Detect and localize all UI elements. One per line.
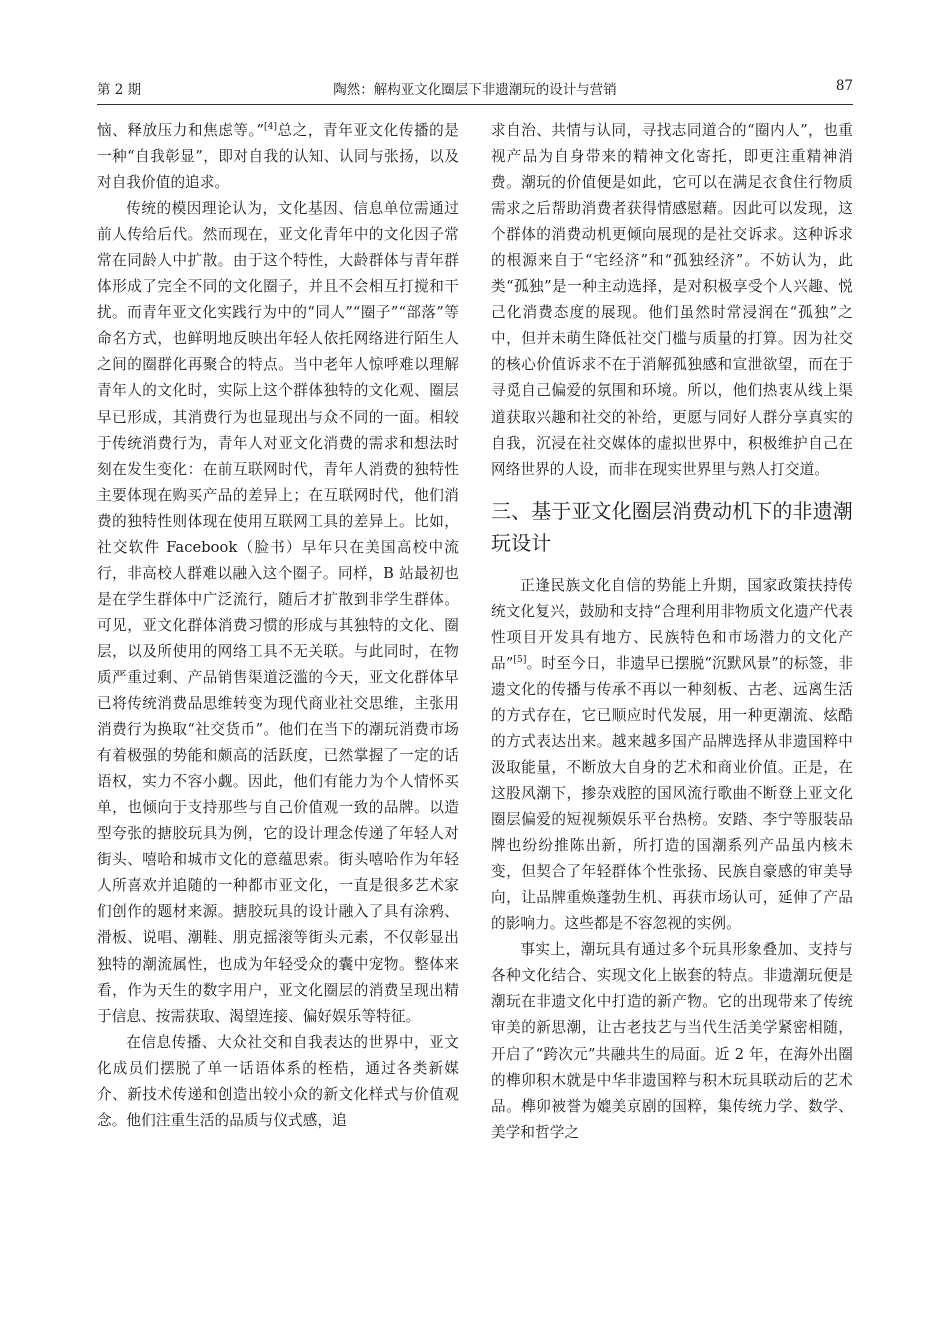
section-heading-3: 三、基于亚文化圈层消费动机下的非遗潮玩设计 [491, 498, 853, 555]
paragraph-trendy-toys: 事实上，潮玩具有通过多个玩具形象叠加、支持与各种文化结合、实现文化上嵌套的特点。非遗潮玩便是潮玩在非遗文化中打造的新产物。它的出现带来了传统审美的新思潮，让古老技艺与当代生活美学紧密相随，开启了“跨次元”共融共生的局面。近 2 年，在海外出圈的榫卯积木就是中华非遗国粹与积木玩具联动后的艺术品。榫卯被誉为媲美京剧的国粹，集传统力学、数学、美学和哲学之 [491, 941, 853, 1141]
citation-5[interactable]: [5] [513, 654, 527, 665]
paragraph-text: 恼、释放压力和焦虑等。” [97, 122, 265, 139]
paragraph-continued-right: 求自治、共情与认同，寻找志同道合的“圈内人”，也重视产品为自身带来的精神文化寄托，即更注重精神消费。潮玩的价值便是如此，它可以在满足衣食住行物质需求之后帮助消费者获得情感慰藉。因此可以发现，这个群体的消费动机更倾向展现的是社交诉求。这种诉求的根源来自于“宅经济”和“孤独经济”。不妨认为，此类“孤独”是一种主动选择，是对积极享受个人兴趣、悦己化消费态度的展现。他们虽然时常浸润在“孤独”之中，但并未萌生降低社交门槛与质量的打算。因为社交的核心价值诉求不在于消解孤独感和宣泄欲望，而在于寻觅自己偏爱的氛围和环境。所以，他们热衷从线上渠道获取兴趣和社交的补给，更愿与同好人群分享真实的自我，沉浸在社交媒体的虚拟世界中，积极维护自己在网络世界的人设，而非在现实世界里与熟人打交道。 [491, 122, 853, 478]
paragraph-meme-theory: 传统的模因理论认为，文化基因、信息单位需通过前人传给后代。然而现在，亚文化青年中的文化因子常常在同龄人中扩散。由于这个特性，大龄群体与青年群体形成了完全不同的文化圈子，并且不会相互打搅和干扰。而青年亚文化实践行为中的“同人”“圈子”“部落”等命名方式，也鲜明地反映出年轻人依托网络进行陌生人之间的圈群化再聚合的特点。当中老年人惊呼难以理解青年人的文化时，实际上这个群体独特的文化观、圈层早已形成，其消费行为也显现出与众不同的一面。相较于传统消费行为，青年人对亚文化消费的需求和想法时刻在发生变化：在前互联网时代，青年人消费的独特性主要体现在购买产品的差异上；在互联网时代，他们消费的独特性则体现在使用互联网工具的差异上。比如，社交软件 Facebook（脸书）早年只在美国高校中流行，非高校人群难以融入这个圈子。同样，B 站最初也是在学生群体中广泛流行，随后才扩散到非学生群体。可见，亚文化群体消费习惯的形成与其独特的文化、圈层，以及所使用的网络工具不无关联。与此同时，在物质严重过剩、产品销售渠道泛滥的今天，亚文化群体早已将传统消费品思维转变为现代商业社交思维，主张用消费行为换取“社交货币”。他们在当下的潮玩消费市场有着极强的势能和颇高的活跃度，已然掌握了一定的话语权，实力不容小觑。因此，他们有能力为个人情怀买单，也倾向于支持那些与自己价值观一致的品牌。以造型夸张的搪胶玩具为例，它的设计理念传递了年轻人对街头、嘻哈和城市文化的意蕴思索。街头嘻哈作为年轻人所喜欢并追随的一种都市亚文化，一直是很多艺术家们创作的题材来源。搪胶玩具的设计融入了具有涂鸦、滑板、说唱、潮鞋、朋克摇滚等街头元素，不仅彰显出独特的潮流属性，也成为年轻受众的囊中宠物。整体来看，作为天生的数字用户，亚文化圈层的消费呈现出精于信息、按需获取、渴望连接、偏好娱乐等特征。 [97, 200, 459, 1025]
right-column [491, 118, 853, 1146]
paragraph-national-culture [491, 573, 853, 938]
left-column [97, 118, 459, 1134]
header-rule [97, 104, 853, 105]
paragraph-text: 总之，青年亚文化传播的是一种“自我彰显”，即对自我的认知、认同与张扬，以及对自我价值的追求。 [97, 122, 459, 192]
citation-4[interactable]: [4] [264, 122, 278, 133]
running-header [97, 76, 853, 100]
running-title: 陶然：解构亚文化圈层下非遗潮玩的设计与营销 [333, 82, 617, 98]
paragraph-continued [97, 118, 459, 196]
paragraph-text: 。时至今日，非遗早已摆脱“沉默风景”的标签，非遗文化的传播与传承不再以一种刻板、古老、远离生活的方式存在，它已顺应时代发展，用一种更潮流、炫酷的方式表达出来。越来越多国产品牌选择从非遗国粹中汲取能量，不断放大自身的艺术和商业价值。正是，在这股风潮下，掺杂戏腔的国风流行歌曲不断登上亚文化圈层偏爱的短视频娱乐平台热榜。安踏、李宁等服装品牌也纷纷推陈出新，所打造的国潮系列产品虽内核未变，但契合了年轻群体个性张扬、民族自豪感的审美导向，让品牌重焕蓬勃生机、再获市场认可，延伸了产品的影响力。这些都是不容忽视的实例。 [491, 654, 853, 933]
page-number: 87 [835, 78, 853, 94]
issue-number: 第 2 期 [97, 82, 142, 98]
paragraph-information-world: 在信息传播、大众社交和自我表达的世界中，亚文化成员们摆脱了单一话语体系的桎梏，通过各类新媒介、新技术传递和创造出较小众的新文化样式与价值观念。他们注重生活的品质与仪式感，追 [97, 1033, 459, 1129]
paragraph-text: 正逢民族文化自信的势能上升期，国家政策扶持传统文化复兴，鼓励和支持“合理利用非物质文化遗产代表性项目开发具有地方、民族特色和市场潜力的文化产品” [491, 576, 853, 672]
